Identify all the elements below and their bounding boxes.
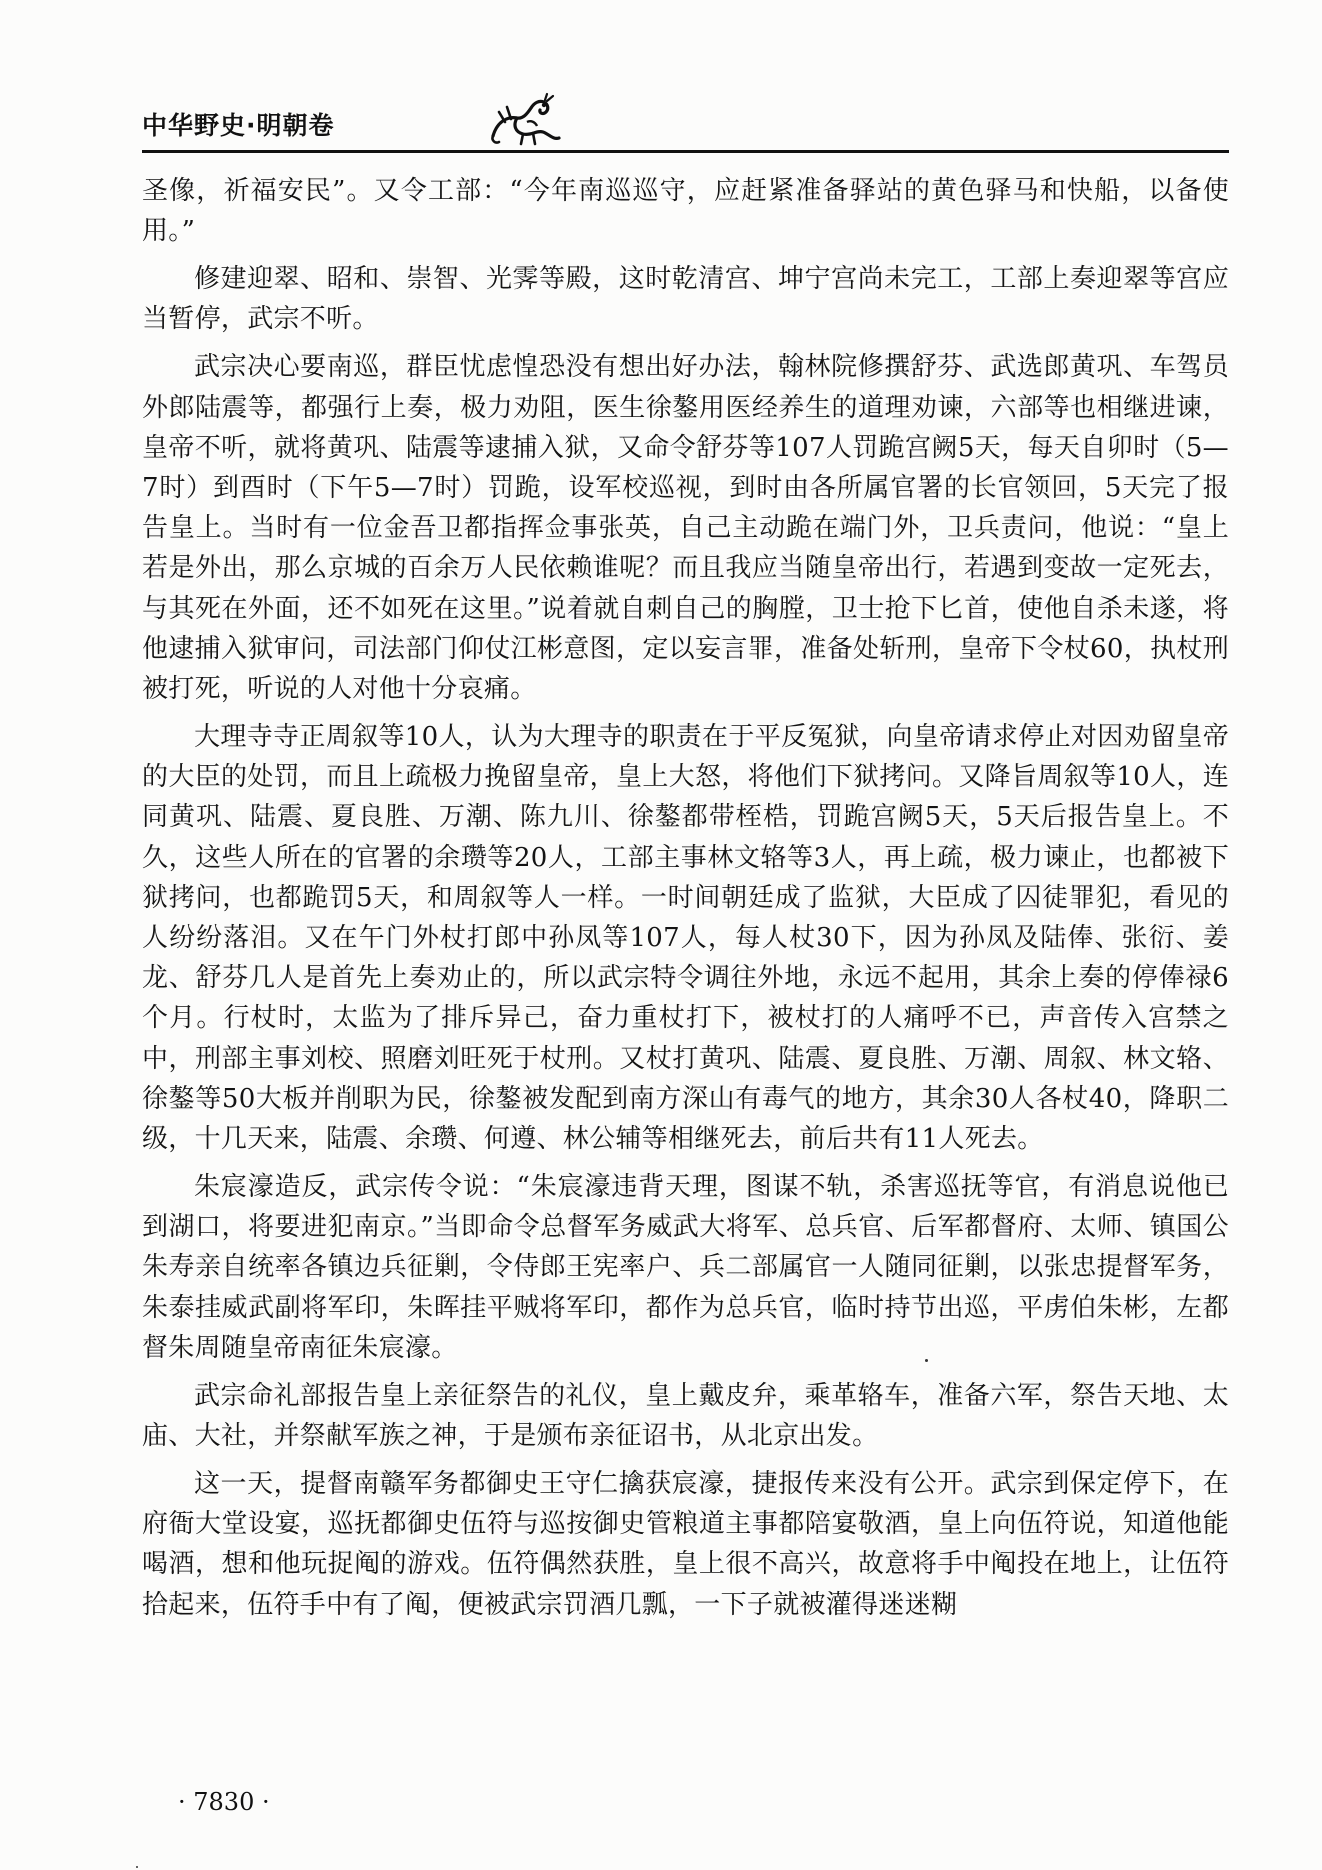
dragon-emblem-icon [487, 92, 563, 150]
paragraph: 圣像，祈福安民”。又令工部：“今年南巡巡守，应赶紧准备驿站的黄色驿马和快船，以备使用。” [142, 176, 1229, 247]
book-title: 中华野史·明朝卷 [142, 111, 335, 140]
page-number: · 7830 · [178, 1788, 270, 1816]
paragraph: 这一天，提督南赣军务都御史王守仁擒获宸濠，捷报传来没有公开。武宗到保定停下，在府衙大堂设宴，巡抚都御史伍符与巡按御史管粮道主事都陪宴敬酒，皇上向伍符说，知道他能喝酒，想和他玩捉阄的游戏。伍符偶然获胜，皇上很不高兴，故意将手中阄投在地上，让伍符拾起来，伍符手中有了阄，便被武宗罚酒几瓢，一下子就被灌得迷迷糊 [142, 1469, 1229, 1620]
paragraph: 朱宸濠造反，武宗传令说：“朱宸濠违背天理，图谋不轨，杀害巡抚等官，有消息说他已到湖口，将要进犯南京。”当即命令总督军务威武大将军、总兵官、后军都督府、太师、镇国公朱寿亲自统率各镇边兵征剿，令侍郎王宪率户、兵二部属官一人随同征剿，以张忠提督军务，朱泰挂威武副将军印，朱晖挂平贼将军印，都作为总兵官，临时持节出巡，平虏伯朱彬，左都督朱周随皇帝南征朱宸濠。 [142, 1172, 1229, 1363]
print-speck [136, 1866, 138, 1868]
paragraph: 武宗决心要南巡，群臣忧虑惶恐没有想出好办法，翰林院修撰舒芬、武选郎黄巩、车驾员外郎陆震等，都强行上奏，极力劝阻，医生徐鏊用医经养生的道理劝谏，六部等也相继进谏，皇帝不听，就将黄巩、陆震等逮捕入狱，又命令舒芬等107人罚跪宫阙5天，每天自卯时（5—7时）到酉时（下午5—7时）罚跪，设军校巡视，到时由各所属官署的长官领回，5天完了报告皇上。当时有一位金吾卫都指挥佥事张英，自己主动跪在端门外，卫兵责问，他说：“皇上若是外出，那么京城的百余万人民依赖谁呢？而且我应当随皇帝出行，若遇到变故一定死去，与其死在外面，还不如死在这里。”说着就自刺自己的胸膛，卫士抢下匕首，使他自杀未遂，将他逮捕入狱审问，司法部门仰仗江彬意图，定以妄言罪，准备处斩刑，皇帝下令杖60，执杖刑被打死，听说的人对他十分哀痛。 [142, 352, 1229, 705]
paragraph: 武宗命礼部报告皇上亲征祭告的礼仪，皇上戴皮弁，乘革辂车，准备六军，祭告天地、太庙、大社，并祭献军族之神，于是颁布亲征诏书，从北京出发。 [142, 1380, 1229, 1452]
body-text [142, 171, 1229, 1633]
header-divider [142, 150, 1229, 153]
print-speck [925, 1359, 928, 1362]
paragraph: 修建迎翠、昭和、崇智、光霁等殿，这时乾清宫、坤宁宫尚未完工，工部上奏迎翠等宫应当暂停，武宗不听。 [142, 264, 1229, 335]
paragraph: 大理寺寺正周叙等10人，认为大理寺的职责在于平反冤狱，向皇帝请求停止对因劝留皇帝的大臣的处罚，而且上疏极力挽留皇帝，皇上大怒，将他们下狱拷问。又降旨周叙等10人，连同黄巩、陆震、夏良胜、万潮、陈九川、徐鏊都带桎梏，罚跪宫阙5天，5天后报告皇上。不久，这些人所在的官署的余瓒等20人，工部主事林文辂等3人，再上疏，极力谏止，也都被下狱拷问，也都跪罚5天，和周叙等人一样。一时间朝廷成了监狱，大臣成了囚徒罪犯，看见的人纷纷落泪。又在午门外杖打郎中孙凤等107人，每人杖30下，因为孙凤及陆俸、张衍、姜龙、舒芬几人是首先上奏劝止的，所以武宗特令调往外地，永远不起用，其余上奏的停俸禄6个月。行杖时，太监为了排斥异己，奋力重杖打下，被杖打的人痛呼不已，声音传入宫禁之中，刑部主事刘校、照磨刘旺死于杖刑。又杖打黄巩、陆震、夏良胜、万潮、周叙、林文辂、徐鏊等50大板并削职为民，徐鏊被发配到南方深山有毒气的地方，其余30人各杖40，降职二级，十几天来，陆震、余瓒、何遵、林公辅等相继死去，前后共有11人死去。 [142, 722, 1229, 1155]
